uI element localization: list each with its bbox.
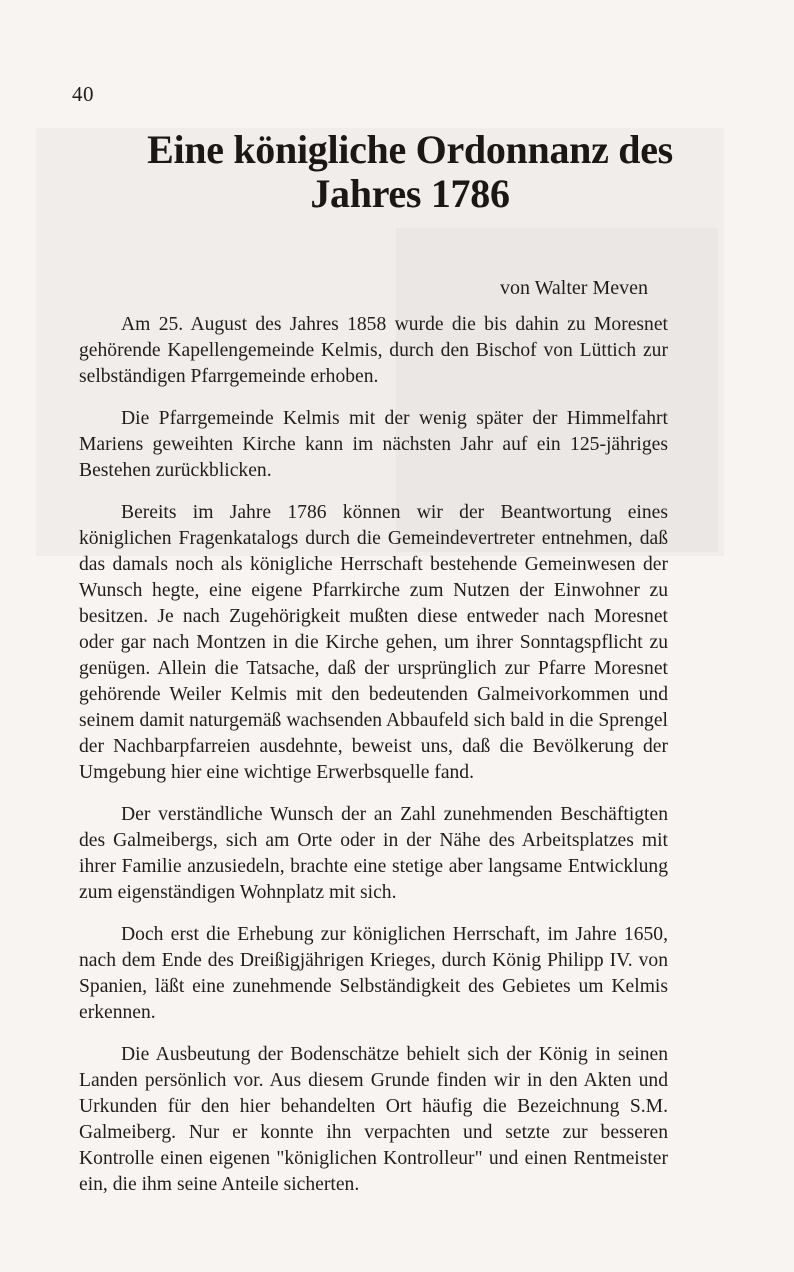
- article-title: [80, 128, 740, 216]
- page-number: 40: [72, 82, 94, 106]
- title-line-1: Eine königliche Ordonnanz des: [147, 127, 673, 172]
- paragraph-5: Doch erst die Erhebung zur königlichen Herrschaft, im Jahre 1650, nach dem Ende des Dreißigjährigen Krieges, durch König Philipp IV. von Spanien, läßt eine zunehmende Selbständigkeit des Gebietes um Kelmis erkennen.: [79, 924, 668, 1023]
- paragraph-3: Bereits im Jahre 1786 können wir der Beantwortung eines königlichen Fragenkatalogs durch die Gemeindevertreter entnehmen, daß das damals noch als königliche Herrschaft bestehende Gemeinwesen der Wunsch hegte, eine eigene Pfarrkirche zum Nutzen der Einwohner zu besitzen. Je nach Zugehörigkeit mußten diese entweder nach Moresnet oder gar nach Montzen in die Kirche gehen, um ihrer Sonntagspflicht zu genügen. Allein die Tatsache, daß der ursprünglich zur Pfarre Moresnet gehörende Weiler Kelmis mit den bedeutenden Galmeivorkommen und seinem damit naturgemäß wachsenden Abbaufeld sich bald in die Sprengel der Nachbarpfarreien ausdehnte, beweist uns, daß die Bevölkerung der Umgebung hier eine wichtige Erwerbsquelle fand.: [79, 502, 668, 783]
- article-body: [79, 312, 668, 1214]
- paragraph-2: Die Pfarrgemeinde Kelmis mit der wenig später der Himmelfahrt Mariens geweihten Kirche kann im nächsten Jahr auf ein 125-jähriges Bestehen zurückblicken.: [79, 408, 668, 481]
- author-byline: von Walter Meven: [500, 277, 648, 299]
- title-line-2: Jahres 1786: [310, 171, 510, 216]
- paragraph-1: Am 25. August des Jahres 1858 wurde die bis dahin zu Moresnet gehörende Kapellengemeinde Kelmis, durch den Bischof von Lüttich zur selbständigen Pfarrgemeinde erhoben.: [79, 314, 668, 387]
- paragraph-6: Die Ausbeutung der Bodenschätze behielt sich der König in seinen Landen persönlich vor. Aus diesem Grunde finden wir in den Akten und Urkunden für den hier behandelten Ort häufig die Bezeichnung S.M. Galmeiberg. Nur er konnte ihn verpachten und setzte zur besseren Kontrolle einen eigenen "königlichen Kontrolleur" und einen Rentmeister ein, die ihm seine Anteile sicherten.: [79, 1044, 668, 1195]
- paragraph-4: Der verständliche Wunsch der an Zahl zunehmenden Beschäftigten des Galmeibergs, sich am Orte oder in der Nähe des Arbeitsplatzes mit ihrer Familie anzusiedeln, brachte eine stetige aber langsame Entwicklung zum eigenständigen Wohnplatz mit sich.: [79, 804, 668, 903]
